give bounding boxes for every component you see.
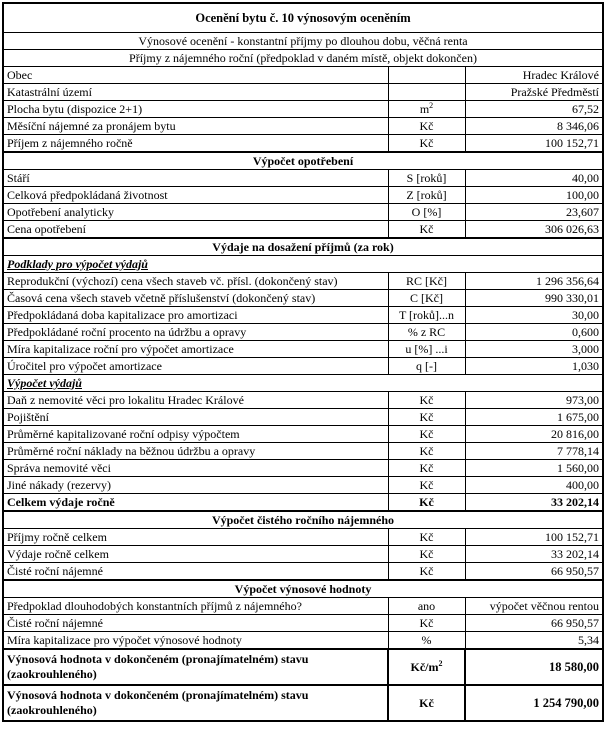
intro-row [3, 50, 603, 67]
total-row [3, 494, 603, 512]
row-value: 990 330,01 [465, 290, 603, 307]
row-value: 40,00 [465, 170, 603, 187]
row-label: Cena opotřebení [3, 221, 388, 239]
row-value: 100 152,71 [465, 135, 603, 153]
table-row [3, 563, 603, 581]
valuation-table [2, 2, 604, 722]
row-value: 67,52 [465, 101, 603, 118]
row-label: Plocha bytu (dispozice 2+1) [3, 101, 388, 118]
row-label: Obec [3, 67, 388, 84]
row-label: Stáří [3, 170, 388, 187]
row-label: Měsíční nájemné za pronájem bytu [3, 118, 388, 135]
row-label: Celkem výdaje ročně [3, 494, 388, 512]
row-unit: RC [Kč] [388, 273, 465, 290]
table-row [3, 529, 603, 546]
row-unit: Kč [388, 477, 465, 494]
subheading-row [3, 256, 603, 273]
row-label: Katastrální území [3, 84, 388, 101]
subheading-calc: Výpočet výdajů [3, 375, 603, 392]
row-label: Předpoklad dlouhodobých konstantních příjmů z nájemného? [3, 598, 388, 615]
section-heading-expenses: Výdaje na dosažení příjmů (za rok) [3, 238, 603, 256]
row-unit [388, 67, 465, 84]
section-heading-row [3, 580, 603, 598]
row-value: 1 296 356,64 [465, 273, 603, 290]
row-label: Časová cena všech staveb včetně příslušenství (dokončený stav) [3, 290, 388, 307]
row-label: Daň z nemovité věci pro lokalitu Hradec Králové [3, 392, 388, 409]
row-label: Průměrné kapitalizované roční odpisy výpočtem [3, 426, 388, 443]
row-unit: Kč [388, 409, 465, 426]
result-unit [388, 649, 465, 685]
subheading-row [3, 375, 603, 392]
row-value: Pražské Předměstí [465, 84, 603, 101]
row-value: 0,600 [465, 324, 603, 341]
row-value: výpočet věčnou rentou [465, 598, 603, 615]
page-title: Ocenění bytu č. 10 výnosovým oceněním [3, 3, 603, 33]
table-row [3, 221, 603, 239]
table-row [3, 67, 603, 84]
row-label: Průměrné roční náklady na běžnou údržbu a opravy [3, 443, 388, 460]
row-unit: % z RC [388, 324, 465, 341]
row-unit: T [roků]...n [388, 307, 465, 324]
table-row [3, 632, 603, 650]
row-value: 8 346,06 [465, 118, 603, 135]
row-unit: Kč [388, 615, 465, 632]
section-heading-wear: Výpočet opotřebení [3, 152, 603, 170]
table-row [3, 187, 603, 204]
section-heading-row [3, 238, 603, 256]
row-unit: Kč [388, 426, 465, 443]
row-unit: ano [388, 598, 465, 615]
result-label: Výnosová hodnota v dokončeném (pronajímatelném) stavu (zaokrouhleného) [3, 649, 388, 685]
table-row [3, 341, 603, 358]
result-value: 1 254 790,00 [465, 685, 603, 721]
table-row [3, 204, 603, 221]
unit-base: Kč/m [410, 659, 439, 674]
row-label: Úročitel pro výpočet amortizace [3, 358, 388, 375]
table-row [3, 546, 603, 563]
row-value: 100 152,71 [465, 529, 603, 546]
result-row-total [3, 685, 603, 721]
title-row [3, 3, 603, 33]
section-heading-row [3, 511, 603, 529]
row-label: Správa nemovité věci [3, 460, 388, 477]
row-value: 20 816,00 [465, 426, 603, 443]
row-unit: % [388, 632, 465, 650]
table-row [3, 460, 603, 477]
result-value: 18 580,00 [465, 649, 603, 685]
row-unit: Z [roků] [388, 187, 465, 204]
row-unit: Kč [388, 392, 465, 409]
row-value: 1 675,00 [465, 409, 603, 426]
row-value: 7 778,14 [465, 443, 603, 460]
row-label: Celková předpokládaná životnost [3, 187, 388, 204]
table-row [3, 358, 603, 375]
row-unit: Kč [388, 221, 465, 239]
intro-row [3, 33, 603, 50]
row-unit: Kč [388, 546, 465, 563]
table-row [3, 118, 603, 135]
table-row [3, 409, 603, 426]
row-value: 66 950,57 [465, 563, 603, 581]
table-row [3, 426, 603, 443]
intro-line-2: Příjmy z nájemného roční (předpoklad v daném místě, objekt dokončen) [3, 50, 603, 67]
row-label: Předpokládané roční procento na údržbu a opravy [3, 324, 388, 341]
subheading-basis: Podklady pro výpočet výdajů [3, 256, 603, 273]
row-unit: Kč [388, 460, 465, 477]
row-label: Čisté roční nájemné [3, 615, 388, 632]
unit-superscript: 2 [429, 100, 434, 110]
row-value: 33 202,14 [465, 494, 603, 512]
row-unit: O [%] [388, 204, 465, 221]
row-unit: Kč [388, 529, 465, 546]
section-heading-net: Výpočet čistého ročního nájemného [3, 511, 603, 529]
row-value: Hradec Králové [465, 67, 603, 84]
row-label: Příjmy ročně celkem [3, 529, 388, 546]
row-value: 306 026,63 [465, 221, 603, 239]
row-value: 1,030 [465, 358, 603, 375]
row-unit: Kč [388, 563, 465, 581]
table-row [3, 273, 603, 290]
row-label: Čisté roční nájemné [3, 563, 388, 581]
table-row [3, 101, 603, 118]
row-value: 973,00 [465, 392, 603, 409]
row-value: 23,607 [465, 204, 603, 221]
row-label: Míra kapitalizace pro výpočet výnosové hodnoty [3, 632, 388, 650]
row-unit [388, 101, 465, 118]
row-value: 66 950,57 [465, 615, 603, 632]
row-unit [388, 84, 465, 101]
row-value: 1 560,00 [465, 460, 603, 477]
table-row [3, 84, 603, 101]
row-unit: Kč [388, 494, 465, 512]
row-label: Opotřebení analyticky [3, 204, 388, 221]
row-value: 3,000 [465, 341, 603, 358]
row-value: 33 202,14 [465, 546, 603, 563]
row-value: 30,00 [465, 307, 603, 324]
row-label: Jiné nákady (rezervy) [3, 477, 388, 494]
row-unit: Kč [388, 118, 465, 135]
row-value: 100,00 [465, 187, 603, 204]
unit-base: m [419, 101, 430, 116]
row-label: Předpokládaná doba kapitalizace pro amortizaci [3, 307, 388, 324]
row-label: Pojištění [3, 409, 388, 426]
row-label: Výdaje ročně celkem [3, 546, 388, 563]
row-unit: S [roků] [388, 170, 465, 187]
result-unit: Kč [388, 685, 465, 721]
result-label: Výnosová hodnota v dokončeném (pronajímatelném) stavu (zaokrouhleného) [3, 685, 388, 721]
unit-superscript: 2 [438, 658, 443, 668]
table-row [3, 443, 603, 460]
row-unit: u [%] ...i [388, 341, 465, 358]
row-unit: Kč [388, 135, 465, 153]
row-label: Reprodukční (výchozí) cena všech staveb vč. přísl. (dokončený stav) [3, 273, 388, 290]
table-row [3, 324, 603, 341]
table-row [3, 290, 603, 307]
table-row [3, 170, 603, 187]
intro-line-1: Výnosové ocenění - konstantní příjmy po dlouhou dobu, věčná renta [3, 33, 603, 50]
table-row [3, 615, 603, 632]
result-row-per-m2 [3, 649, 603, 685]
table-row [3, 477, 603, 494]
row-value: 400,00 [465, 477, 603, 494]
section-heading-row [3, 152, 603, 170]
row-label: Míra kapitalizace roční pro výpočet amortizace [3, 341, 388, 358]
section-heading-yield: Výpočet výnosové hodnoty [3, 580, 603, 598]
row-unit: q [-] [388, 358, 465, 375]
row-unit: Kč [388, 443, 465, 460]
table-row [3, 135, 603, 153]
row-unit: C [Kč] [388, 290, 465, 307]
table-row [3, 307, 603, 324]
row-label: Příjem z nájemného ročně [3, 135, 388, 153]
table-row [3, 598, 603, 615]
row-value: 5,34 [465, 632, 603, 650]
table-row [3, 392, 603, 409]
